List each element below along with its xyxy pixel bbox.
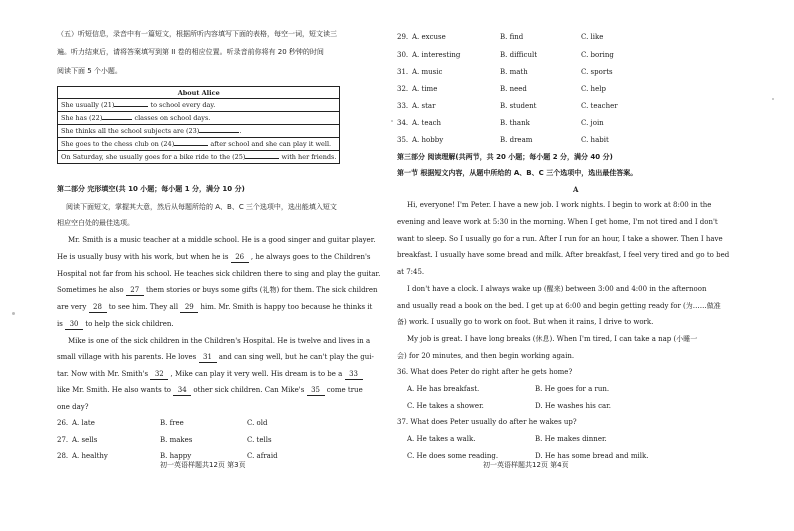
section1-instruction: 第一节 根据短文内容，从题中所给的 A、B、C 三个选项中，选出最佳答案。 (397, 169, 638, 177)
blank: 35 (307, 386, 325, 396)
table-title: About Alice (58, 87, 340, 99)
passage-line: 会) for 20 minutes, and then begin working again. (397, 352, 575, 360)
passage-line: tar. Now with Mr. Smith's 32 , Mike can play it very well. His dream is to be a 33 (57, 370, 363, 380)
q37-option-c: C. He does some reading. (407, 452, 499, 460)
part2-instruction: 阅读下面短文，掌握其大意，然后从每题所给的 A、B、C 三个选项中，选出能填入短文 (66, 203, 337, 211)
passage-line: breakfast. I usually have some bread and milk. After breakfast, I feel very tired and go to bed (397, 251, 730, 259)
blank: 26 (231, 253, 249, 263)
passage-line: Sometimes he also 27 them stories or buys some gifts (礼物) for them. The sick children (57, 286, 378, 294)
table-row: On Saturday, she usually goes for a bike ride to the (25) with her friends. (58, 151, 340, 164)
passage-line: Mr. Smith is a music teacher at a middle school. He is a good singer and guitar player. (68, 236, 376, 244)
passage-line: like Mr. Smith. He also wants to 34 other sick children. Can Mike's 35 come true (57, 386, 363, 394)
passage-label: A (573, 185, 579, 194)
scan-speck (12, 312, 15, 315)
scan-speck (391, 120, 393, 122)
passage-line: want to sleep. So I usually go for a run. After I run for an hour, I take a shower. Then I have (397, 235, 723, 243)
page-footer: 初一英语样题共12页 第4页 (483, 461, 569, 469)
passage-line: one day? (57, 403, 89, 411)
blank: 29 (180, 303, 198, 313)
passage-line: and usually read a book on the bed. I get up at 6:00 and begin getting ready for (为……做准 (397, 302, 721, 310)
blank: 27 (126, 286, 144, 296)
section5-intro-line: 阅读下面 5 个小题。 (57, 67, 122, 75)
passage-line: I don't have a clock. I always wake up (醒来) between 3:00 and 4:00 in the afternoon (407, 285, 707, 293)
q36-option-d: D. He washes his car. (535, 402, 611, 410)
about-alice-table (57, 86, 340, 164)
passage-line: are very 28 to see him. They all 29 him. Mr. Smith is happy too because he thinks it (57, 303, 373, 311)
passage-line: My job is great. I have long breaks (休息). When I'm tired, I can take a nap (小睡一 (407, 335, 698, 343)
right-page: 29. A. excuse B. find C. like 30. A. interesting B. difficult C. boring 31. A. music B. math C. sports 32. A. time B. need C. help 33. A. star B. student C. teacher 34. A. teach B. thank C. join 35. A. hobby B. dream C. habit 第三部分 阅读理解(共两节，共 20 小题；每小题 2 分，满分 40 分) 第一节 根据短文内容，从题中所给的 A、B、C 三个选项中，选出最佳答案。 A Hi, everyone! I'm Peter. I have a new job. I work nights. I begin to work at 8:00 in the evening and leave work at 5:30 in the morning. When I get home, I'm not tired and I don't want to sleep. So I usually go for a run. After I run for an hour, I take a shower. Then I have breakfast. I usually have some bread and milk. After breakfast, I feel very tired and go to bed at 7:45. I don't have a clock. I always wake up (醒来) between 3:00 and 4:00 in the afternoon and usually read a book on the bed. I get up at 6:00 and begin getting ready for (为……做准 备) work. I usually go to work on foot. But when it rains, I drive to work. My job is great. I have long breaks (休息). When I'm tired, I can take a nap (小睡一 会) for 20 minutes, and then begin working again. 36. What does Peter do right after he gets home? A. He has breakfast. B. He goes for a run. C. He takes a shower. D. He washes his car. 37. What does Peter usually do after he wakes up? A. He takes a walk. B. He makes dinner. C. He does some reading. D. He has some bread and milk. 初一英语样题共12页 第4页 (397, 33, 730, 469)
page-footer: 初一英语样题共12页 第3页 (160, 461, 246, 469)
part2-heading: 第二部分 完形填空(共 10 小题；每小题 1 分，满分 10 分) (57, 185, 245, 193)
blank: 31 (199, 353, 217, 363)
table-row: She has (22) classes on school days. (58, 112, 340, 125)
q37-option-b: B. He makes dinner. (535, 435, 607, 443)
q37-option-d: D. He has some bread and milk. (535, 452, 649, 460)
question-37: 37. What does Peter usually do after he wakes up? (397, 418, 577, 426)
table-row: She usually (21) to school every day. (58, 99, 340, 112)
section5-intro-line: 遍。听力结束后，请将答案填写到第 II 卷的相应位置。听录音前你将有 20 秒钟的时间 (57, 48, 324, 56)
table-row: She thinks all the school subjects are (23) . (58, 125, 340, 138)
passage-line: at 7:45. (397, 268, 425, 276)
part3-heading: 第三部分 阅读理解(共两节，共 20 小题；每小题 2 分，满分 40 分) (397, 153, 613, 161)
blank: 34 (173, 386, 191, 396)
q36-option-a: A. He has breakfast. (407, 385, 480, 393)
q36-option-c: C. He takes a shower. (407, 402, 484, 410)
passage-line: evening and leave work at 5:30 in the morning. When I get home, I'm not tired and I don't (397, 218, 718, 226)
passage-line: 备) work. I usually go to work on foot. But when it rains, I drive to work. (397, 318, 654, 326)
passage-line: He is usually busy with his work, but when he is 26 , he always goes to the Children's (57, 253, 371, 261)
left-page: （五）听短信息，录音中有一篇短文，根据所听内容填写下面的表格，每空一词，短文读三 遍。听力结束后，请将答案填写到第 II 卷的相应位置。听录音前你将有 20 秒钟的时间 阅读下面 5 个小题。 About Alice She usually (21) to school every day. She has (22) classes on school days. She thinks all the school subjects are (23) . She goes to the chess club on (24) after school and she can play it well. On Saturday, she usually goes for a bike ride to the (25) with her friends. 第二部分 完形填空(共 10 小题；每小题 1 分，满分 10 分) 阅读下面短文，掌握其大意，然后从每题所给的 A、B、C 三个选项中，选出能填入短文 相应空白处的最佳选项。 Mr. Smith is a music teacher at a middle school. He is a good singer and guitar player. He is usually busy with his work, but when he is 26 , he always goes to the Children's Hospital not far from his school. He teaches sick children there to sing and play the guitar. Sometimes he also 27 them stories or buys some gifts (礼物) for them. The sick children are very 28 to see him. They all 29 him. Mr. Smith is happy too because he thinks it is 30 to help the sick children. Mike is one of the sick children in the Children's Hospital. He is twelve and lives in a small village with his parents. He loves 31 and can sing well, but he can't play the gui- tar. Now with Mr. Smith's 32 , Mike can play it very well. His dream is to be a 33 like Mr. Smith. He also wants to 34 other sick children. Can Mike's 35 come true one day? 26. A. late B. free C. old 27. A. sells B. makes C. tells 28. A. healthy B. happy C. afraid 初一英语样题共12页 第3页 (57, 30, 381, 469)
question-36: 36. What does Peter do right after he gets home? (397, 368, 573, 376)
part2-instruction: 相应空白处的最佳选项。 (57, 219, 134, 227)
section5-intro-line: （五）听短信息，录音中有一篇短文，根据所听内容填写下面的表格，每空一词，短文读三 (57, 30, 337, 38)
blank: 32 (150, 370, 168, 380)
table-row: She goes to the chess club on (24) after school and she can play it well. (58, 138, 340, 151)
scan-speck (772, 98, 774, 100)
q36-option-b: B. He goes for a run. (535, 385, 610, 393)
blank: 33 (345, 370, 363, 380)
blank: 28 (89, 303, 107, 313)
blank: 30 (65, 320, 83, 330)
passage-line: Hi, everyone! I'm Peter. I have a new job. I work nights. I begin to work at 8:00 in the (407, 201, 712, 209)
passage-line: is 30 to help the sick children. (57, 320, 174, 328)
passage-line: Hospital not far from his school. He teaches sick children there to sing and play the guitar. (57, 270, 381, 278)
q37-option-a: A. He takes a walk. (407, 435, 476, 443)
passage-line: small village with his parents. He loves 31 and can sing well, but he can't play the gui- (57, 353, 374, 361)
passage-line: Mike is one of the sick children in the Children's Hospital. He is twelve and lives in a (68, 337, 371, 345)
